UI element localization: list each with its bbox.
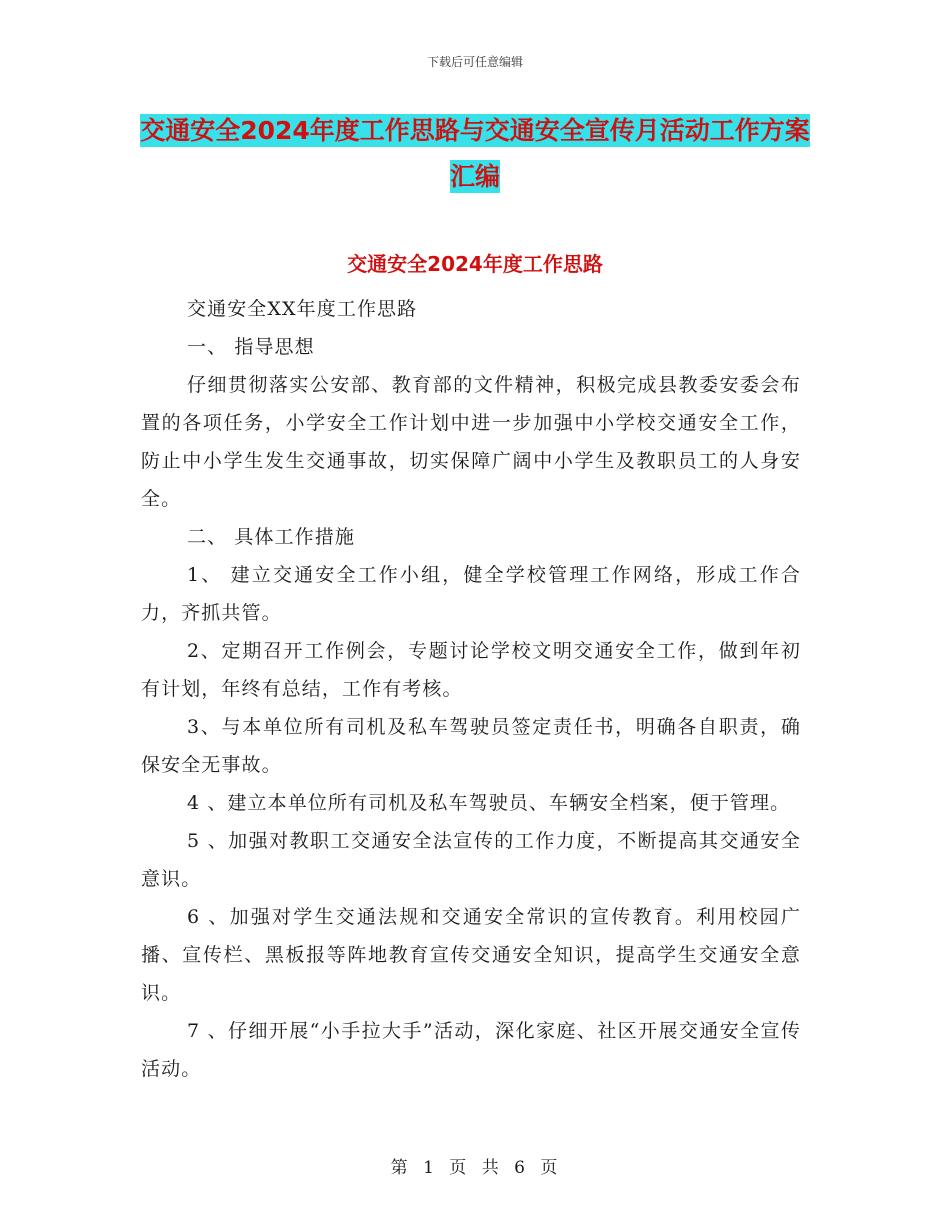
body-paragraph: 二、 具体工作措施 [187,526,355,548]
document-body [141,290,801,1088]
body-paragraph: 交通安全XX年度工作思路 [187,298,418,320]
body-paragraph: 5 、加强对教职工交通安全法宣传的工作力度，不断提高其交通安全意识。 [141,830,801,890]
document-title [140,108,810,200]
header-note: 下载后可任意编辑 [426,55,523,69]
page-footer: 第 1 页 共 6 页 [390,1158,560,1178]
body-paragraph: 一、 指导思想 [187,336,315,358]
body-paragraph: 6 、加强对学生交通法规和交通安全常识的宣传教育。利用校园广播、宣传栏、黑板报等阵地教育宣传交通安全知识，提高学生交通安全意识。 [141,906,801,1004]
document-title-text: 交通安全2024年度工作思路与交通安全宣传月活动工作方案汇编 [140,116,810,191]
body-paragraph: 7 、仔细开展“小手拉大手”活动，深化家庭、社区开展交通安全宣传活动。 [141,1020,801,1080]
body-paragraph: 2、定期召开工作例会，专题讨论学校文明交通安全工作，做到年初有计划，年终有总结，工作有考核。 [141,640,801,700]
body-paragraph: 1、 建立交通安全工作小组，健全学校管理工作网络，形成工作合力，齐抓共管。 [141,564,801,624]
body-paragraph: 3、与本单位所有司机及私车驾驶员签定责任书，明确各自职责，确保安全无事故。 [141,716,801,776]
body-paragraph: 4 、建立本单位所有司机及私车驾驶员、车辆安全档案，便于管理。 [187,792,791,814]
body-paragraph: 仔细贯彻落实公安部、教育部的文件精神，积极完成县教委安委会布置的各项任务，小学安全工作计划中进一步加强中小学校交通安全工作，防止中小学生发生交通事故，切实保障广阔中小学生及教职员工的人身安全。 [141,374,801,510]
section-title: 交通安全2024年度工作思路 [347,252,603,276]
